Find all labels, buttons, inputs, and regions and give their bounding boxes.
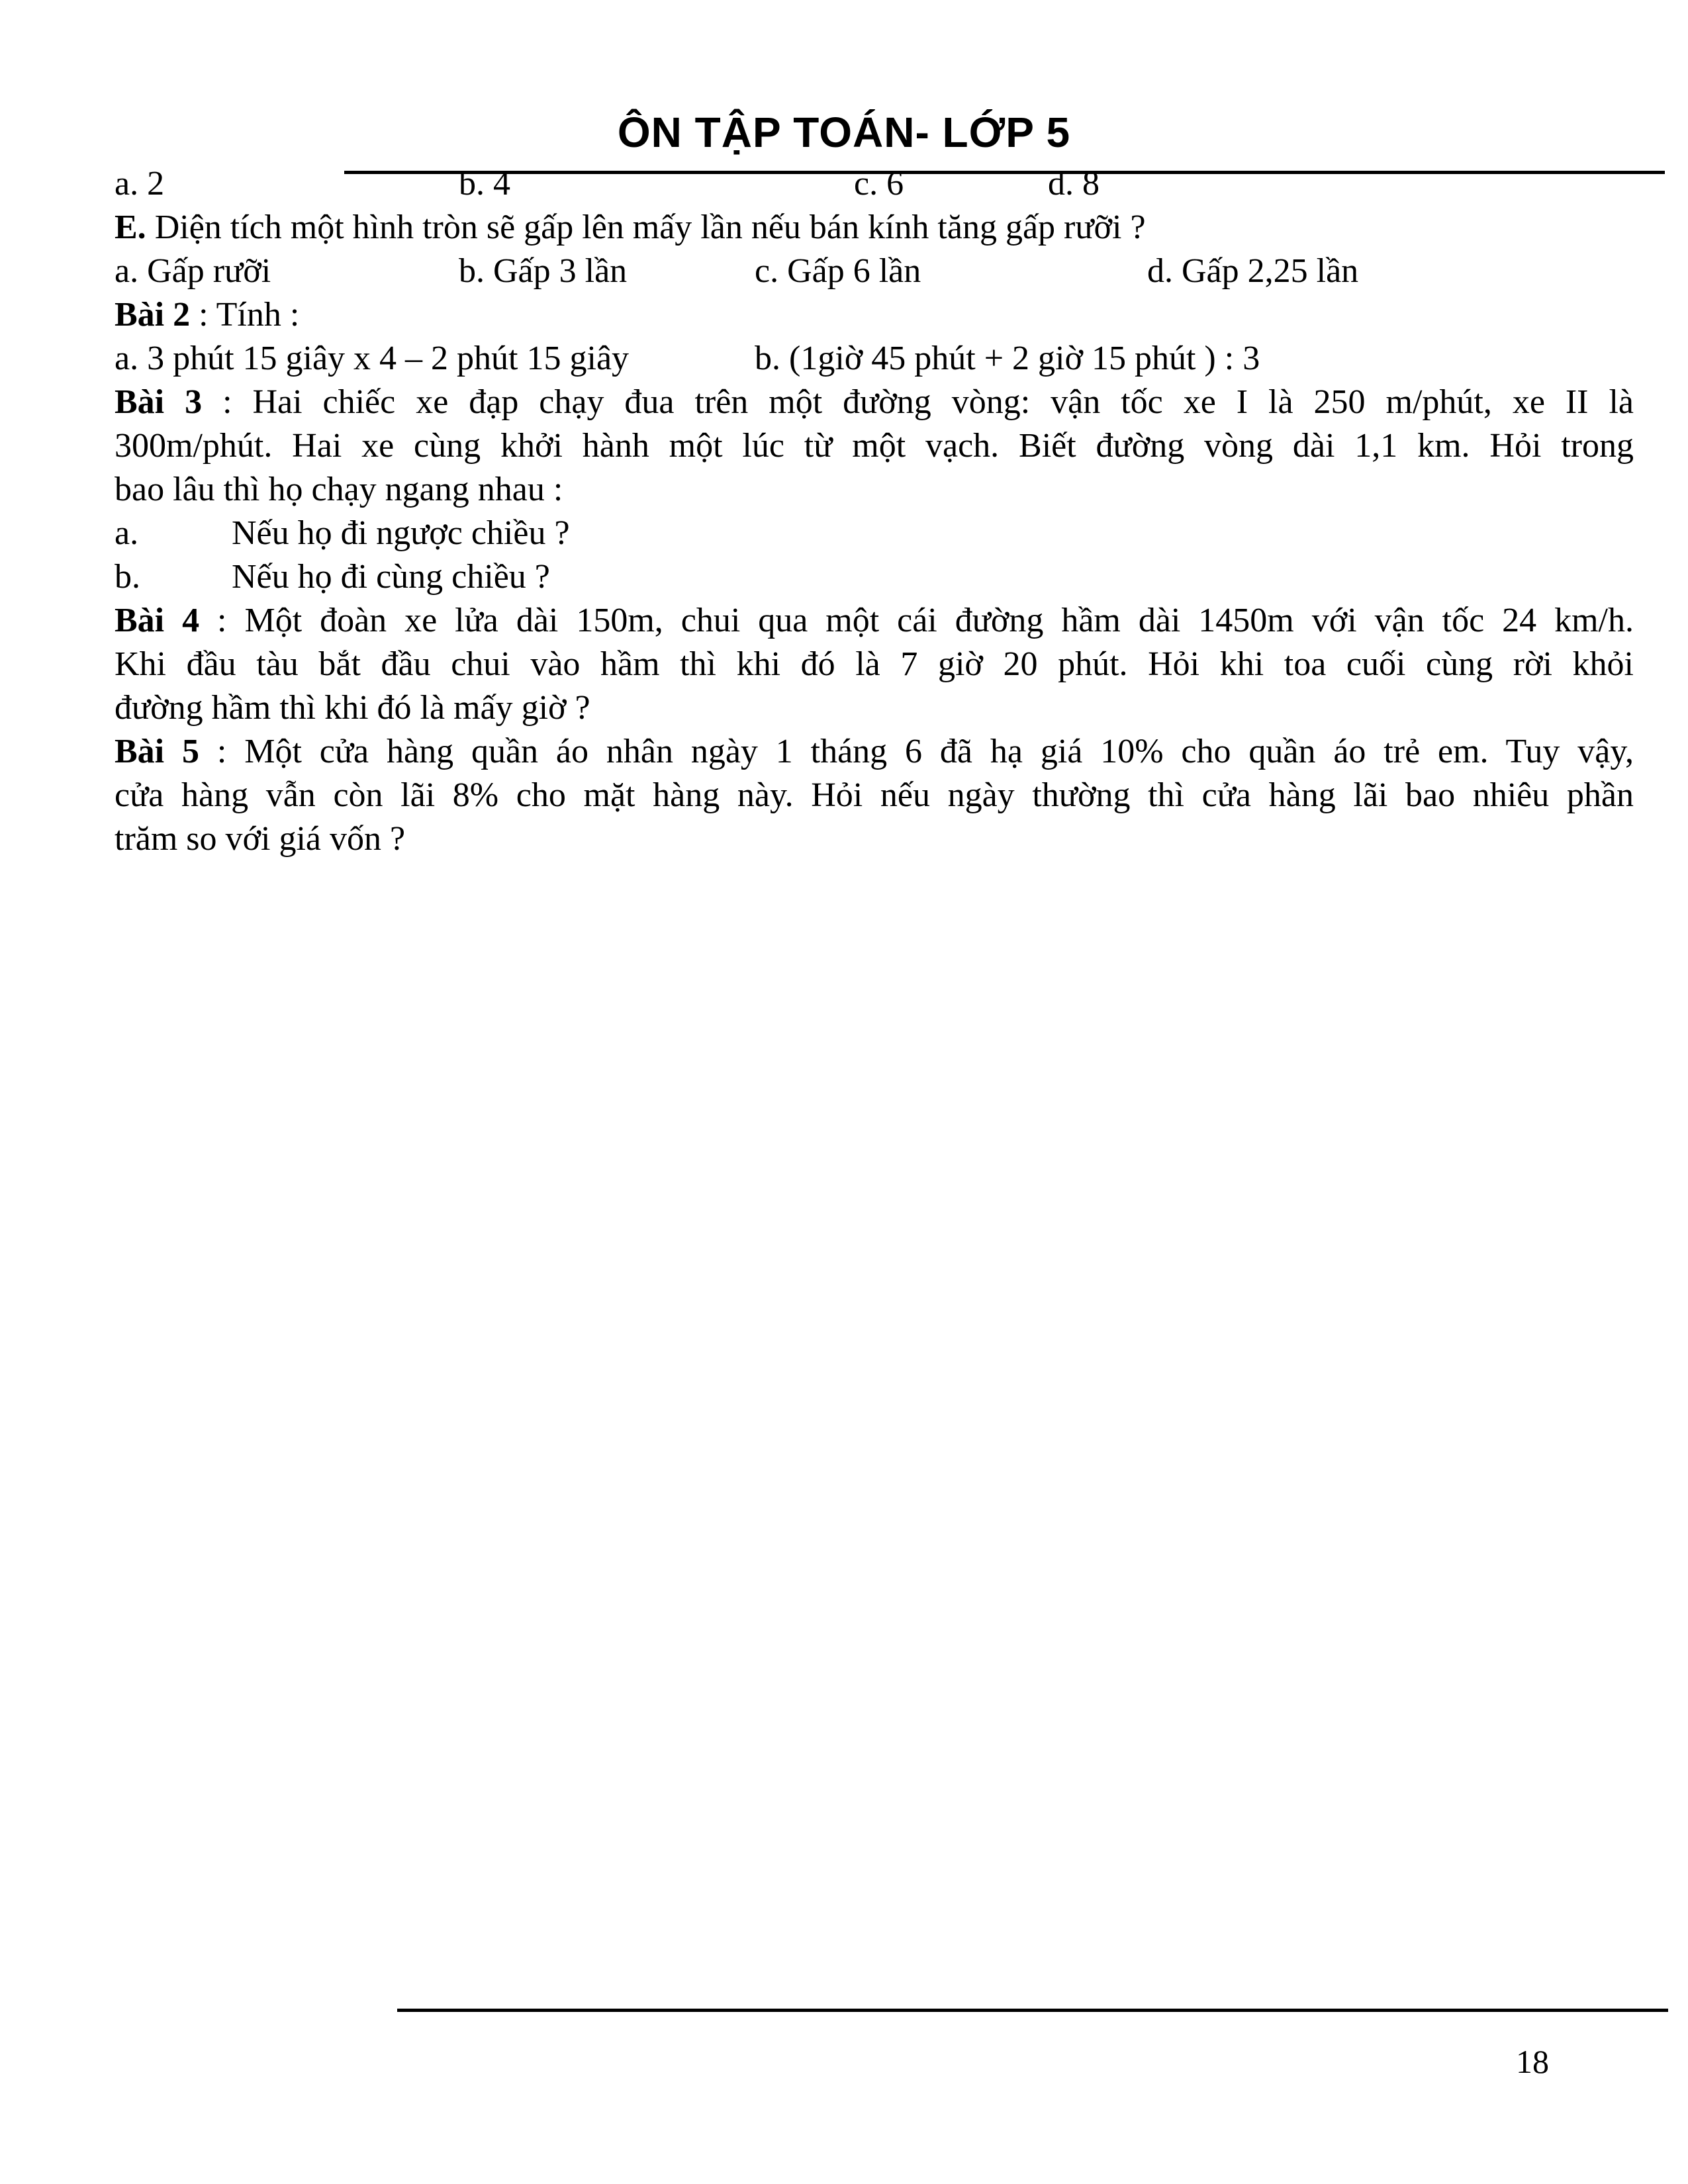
option-d: d. Gấp 2,25 lần (1147, 252, 1359, 290)
question-e-label: E. (115, 208, 146, 246)
exercise-4-label: Bài 4 (115, 602, 200, 639)
exercise-4-line-1 (115, 599, 1634, 643)
exercise-2-part-b: b. (1giờ 45 phút + 2 giờ 15 phút ) : 3 (755, 340, 1260, 377)
exercise-3-line-2: 300m/phút. Hai xe cùng khởi hành một lúc từ một vạch. Biết đường vòng dài 1,1 km. Hỏi trong (115, 427, 1634, 465)
exercise-5-text-1: : Một cửa hàng quần áo nhân ngày 1 tháng 6 đã hạ giá 10% cho quần áo trẻ em. Tuy vậy, (199, 733, 1634, 770)
exercise-2-part-a: a. 3 phút 15 giây x 4 – 2 phút 15 giây (115, 340, 630, 377)
exercise-4-text-1: : Một đoàn xe lửa dài 150m, chui qua một cái đường hầm dài 1450m với vận tốc 24 km/h. (199, 602, 1634, 639)
exercise-5-line-3: trăm so với giá vốn ? (115, 820, 406, 858)
exercise-4-line-3: đường hầm thì khi đó là mấy giờ ? (115, 689, 590, 727)
option-c: c. 6 (854, 165, 904, 203)
question-d-options (115, 162, 1634, 206)
exercise-2-parts (115, 337, 1634, 381)
option-b: b. Gấp 3 lần (459, 252, 628, 290)
exercise-3-part-a (115, 512, 1634, 555)
option-d: d. 8 (1048, 165, 1100, 203)
exercise-5-label: Bài 5 (115, 733, 200, 770)
exercise-3-part-b-label: b. (115, 558, 140, 596)
footer-rule (397, 2009, 1668, 2012)
option-a: a. Gấp rưỡi (115, 252, 271, 290)
exercise-3-part-b (115, 555, 1634, 599)
option-b: b. 4 (459, 165, 510, 203)
exercise-4-line-2: Khi đầu tàu bắt đầu chui vào hầm thì khi đó là 7 giờ 20 phút. Hỏi khi toa cuối cùng rời khỏi (115, 645, 1634, 683)
exercise-5-line-2: cửa hàng vẫn còn lãi 8% cho mặt hàng này. Hỏi nếu ngày thường thì cửa hàng lãi bao nhiêu phần (115, 776, 1634, 814)
page-number: 18 (1516, 2043, 1549, 2080)
option-a: a. 2 (115, 165, 165, 203)
exercise-2-label: Bài 2 (115, 296, 191, 334)
exercise-3-part-a-label: a. (115, 514, 139, 552)
exercise-3-part-a-text: Nếu họ đi ngược chiều ? (232, 514, 570, 552)
option-c: c. Gấp 6 lần (755, 252, 921, 290)
exercise-5-line-1 (115, 730, 1634, 774)
page-content (115, 162, 1634, 861)
exercise-3-label: Bài 3 (115, 383, 203, 421)
exercise-2-text: : Tính : (190, 296, 300, 334)
exercise-3-line-1 (115, 381, 1634, 424)
page-title: ÔN TẬP TOÁN- LỚP 5 (617, 109, 1071, 156)
exercise-3-line-3: bao lâu thì họ chạy ngang nhau : (115, 471, 563, 508)
question-e-text: Diện tích một hình tròn sẽ gấp lên mấy lần nếu bán kính tăng gấp rưỡi ? (146, 208, 1146, 246)
question-e-options (115, 250, 1634, 293)
exercise-3-text-1: : Hai chiếc xe đạp chạy đua trên một đường vòng: vận tốc xe I là 250 m/phút, xe II là (202, 383, 1634, 421)
exercise-2-heading (115, 293, 1634, 337)
question-e (115, 206, 1634, 250)
exercise-3-part-b-text: Nếu họ đi cùng chiều ? (232, 558, 550, 596)
